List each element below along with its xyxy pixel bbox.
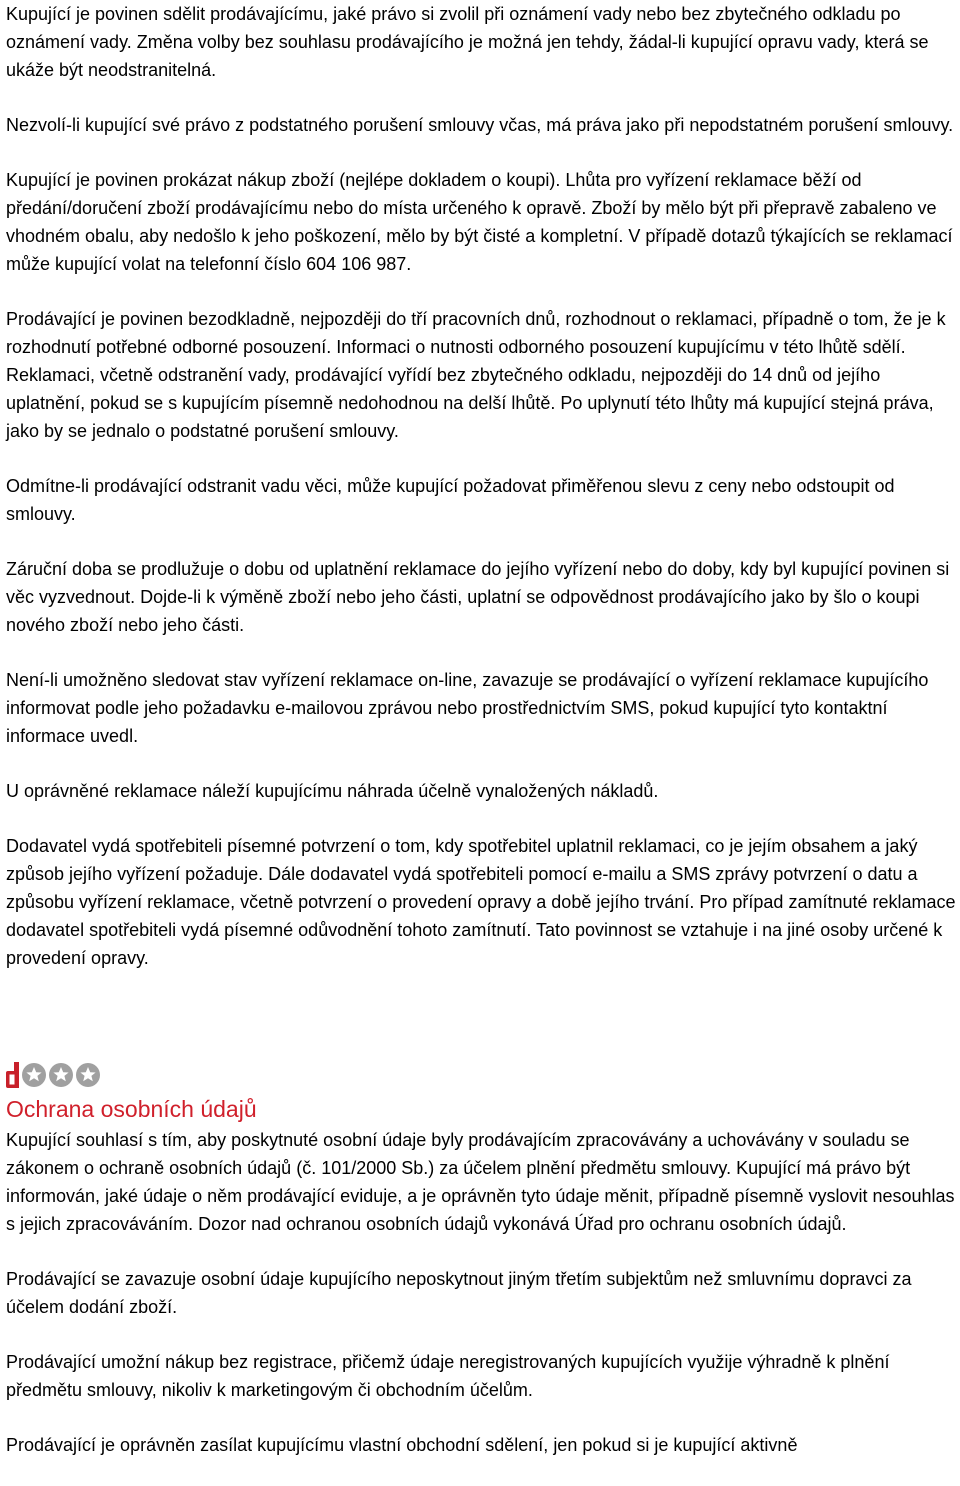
- paragraph-complaint-handling: Prodávající je povinen bezodkladně, nejpozději do tří pracovních dnů, rozhodnout o reklamaci, případně o tom, že je k rozhodnutí potřebné odborné posouzení. Informaci o nutnosti odborného posouzení kupujícímu v této lhůtě sdělí. Reklamaci, včetně odstranění vady, prodávající vyřídí bez zbytečného odkladu, nejpozději do 14 dnů od jejího uplatnění, pokud se s kupujícím písemně nedohodnou na delší lhůtě. Po uplynutí této lhůty má kupující stejná práva, jako by se jednalo o podstatné porušení smlouvy.: [6, 309, 946, 441]
- logo-d-icon: [6, 1062, 19, 1088]
- paragraph-costs-compensation: U oprávněné reklamace náleží kupujícímu náhrada účelně vynaložených nákladů.: [6, 781, 659, 801]
- section-title-privacy: Ochrana osobních údajů: [6, 1096, 257, 1122]
- paragraph-warranty-extension: Záruční doba se prodlužuje o dobu od uplatnění reklamace do jejího vyřízení nebo do doby, kdy byl kupující povinen si věc vyzvednout. Dojde-li k výměně zboží nebo jeho části, uplatní se odpovědnost prodávajícího jako by šlo o koupi nového zboží nebo jeho části.: [6, 559, 950, 635]
- rating-badge: [6, 1060, 100, 1090]
- paragraph-proof-of-purchase: Kupující je povinen prokázat nákup zboží (nejlépe dokladem o koupi). Lhůta pro vyřízení reklamace běží od předání/doručení zboží prodávajícímu nebo do místa určeného k opravě. Zboží by mělo být při přepravě zabaleno ve vhodném obalu, aby nedošlo k jeho poškození, mělo by být čisté a kompletní. V případě dotazů týkajících se reklamací může kupující volat na telefonní číslo 604 106 987.: [6, 170, 953, 274]
- star-icon: [22, 1063, 46, 1087]
- star-icon: [49, 1063, 73, 1087]
- paragraph-third-parties: Prodávající se zavazuje osobní údaje kupujícího neposkytnout jiným třetím subjektům než smluvnímu dopravci za účelem dodání zboží.: [6, 1269, 912, 1317]
- privacy-section-body: [6, 1126, 958, 1486]
- paragraph-commercial-messages: Prodávající je oprávněn zasílat kupujícímu vlastní obchodní sdělení, jen pokud si je kupující aktivně: [6, 1435, 798, 1455]
- paragraph-refusal-discount: Odmítne-li prodávající odstranit vadu věci, může kupující požadovat přiměřenou slevu z ceny nebo odstoupit od smlouvy.: [6, 476, 895, 524]
- paragraph-data-consent: Kupující souhlasí s tím, aby poskytnuté osobní údaje byly prodávajícím zpracovávány a uchovávány v souladu se zákonem o ochraně osobních údajů (č. 101/2000 Sb.) za účelem plnění předmětu smlouvy. Kupující má právo být informován, jaké údaje o něm prodávající eviduje, a je oprávněn tyto údaje měnit, případně písemně vyslovit nesouhlas s jejich zpracováváním. Dozor nad ochranou osobních údajů vykonává Úřad pro ochranu osobních údajů.: [6, 1130, 955, 1234]
- document-body: [6, 0, 958, 999]
- star-icon: [76, 1063, 100, 1087]
- paragraph-breach-rights: Nezvolí-li kupující své právo z podstatného porušení smlouvy včas, má práva jako při nepodstatném porušení smlouvy.: [6, 115, 954, 135]
- paragraph-written-confirmation: Dodavatel vydá spotřebiteli písemné potvrzení o tom, kdy spotřebitel uplatnil reklamaci, co je jejím obsahem a jaký způsob jejího vyřízení požaduje. Dále dodavatel vydá spotřebiteli pomocí e-mailu a SMS zprávy potvrzení o datu a způsobu vyřízení reklamace, včetně potvrzení o provedení opravy a době jejího trvání. Pro případ zamítnuté reklamace dodavatel spotřebiteli vydá písemné odůvodnění tohoto zamítnutí. Tato povinnost se vztahuje i na jiné osoby určené k provedení opravy.: [6, 836, 956, 968]
- paragraph-defect-right-choice: Kupující je povinen sdělit prodávajícímu, jaké právo si zvolil při oznámení vady nebo bez zbytečného odkladu po oznámení vady. Změna volby bez souhlasu prodávajícího je možná jen tehdy, žádal-li kupující opravu vady, která se ukáže být neodstranitelná.: [6, 4, 929, 80]
- paragraph-no-registration: Prodávající umožní nákup bez registrace, přičemž údaje neregistrovaných kupujících využije výhradně k plnění předmětu smlouvy, nikoliv k marketingovým či obchodním účelům.: [6, 1352, 890, 1400]
- paragraph-complaint-status: Není-li umožněno sledovat stav vyřízení reklamace on-line, zavazuje se prodávající o vyřízení reklamace kupujícího informovat podle jeho požadavku e-mailovou zprávou nebo prostřednictvím SMS, pokud kupující tyto kontaktní informace uvedl.: [6, 670, 929, 746]
